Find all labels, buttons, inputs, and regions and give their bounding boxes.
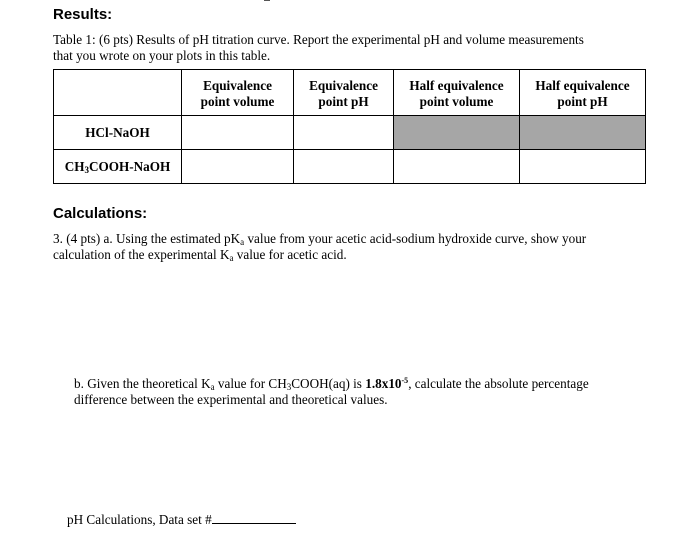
cell-acetic-equivalence-volume[interactable]	[182, 150, 294, 184]
row-label-part: COOH-NaOH	[88, 158, 171, 174]
q3b-text: COOH(aq) is	[291, 376, 366, 391]
row-label-acetic-naoh	[54, 150, 182, 184]
q3b-subscript: a	[210, 382, 215, 392]
header-line: Equivalence	[309, 78, 378, 93]
cell-hcl-equivalence-ph[interactable]	[294, 116, 394, 150]
q3b-text: b. Given the theoretical K	[74, 376, 211, 391]
q3a-text: calculation of the experimental K	[53, 247, 230, 262]
question-3b-line-1	[74, 376, 684, 392]
calculations-heading: Calculations:	[53, 205, 148, 222]
q3a-text: value from your acetic acid-sodium hydroxide curve, show your	[244, 231, 587, 246]
table-caption	[53, 32, 673, 64]
cell-acetic-equivalence-ph[interactable]	[294, 150, 394, 184]
table-header-row	[54, 70, 646, 116]
header-line: Half equivalence	[409, 78, 504, 93]
q3b-text: , calculate the absolute percentage	[408, 376, 589, 391]
header-equivalence-volume	[182, 70, 294, 116]
table-row-acetic-naoh	[54, 150, 646, 184]
data-set-number-blank[interactable]	[212, 511, 296, 524]
header-line: point pH	[557, 94, 608, 109]
question-3a-line-1	[53, 231, 673, 247]
q3a-subscript: a	[240, 237, 245, 247]
table-header-corner	[54, 70, 182, 116]
q3b-subscript: 3	[286, 382, 292, 392]
theoretical-ka-value: 1.8x10	[365, 376, 402, 391]
question-3a	[53, 231, 673, 263]
results-table	[53, 69, 646, 184]
row-label-subscript: 3	[84, 164, 89, 175]
header-line: point volume	[419, 94, 494, 109]
results-heading: Results:	[53, 6, 113, 23]
header-line: Equivalence	[203, 78, 272, 93]
theoretical-ka-exponent: -5	[401, 376, 409, 385]
q3a-text: 3. (4 pts) a. Using the estimated pK	[53, 231, 241, 246]
table-row-hcl-naoh	[54, 116, 646, 150]
row-label-part: CH	[64, 158, 85, 174]
header-half-equivalence-ph	[520, 70, 646, 116]
q3a-text: value for acetic acid.	[233, 247, 347, 262]
header-line: point pH	[318, 94, 369, 109]
ph-calculations-line	[67, 511, 296, 528]
header-equivalence-ph	[294, 70, 394, 116]
question-3b-line-2: difference between the experimental and theoretical values.	[74, 392, 388, 407]
question-3a-line-2	[53, 247, 673, 263]
table-caption-line-2: that you wrote on your plots in this table.	[53, 48, 271, 63]
cell-hcl-half-equivalence-volume-shaded	[394, 116, 520, 150]
cell-acetic-half-equivalence-volume[interactable]	[394, 150, 520, 184]
ph-calculations-label: pH Calculations, Data set #	[67, 512, 212, 527]
q3b-text: value for CH	[214, 376, 287, 391]
q3a-subscript: a	[229, 253, 234, 263]
table-caption-line-1: Table 1: (6 pts) Results of pH titration curve. Report the experimental pH and volume measurements	[53, 32, 584, 47]
header-half-equivalence-volume	[394, 70, 520, 116]
cell-hcl-equivalence-volume[interactable]	[182, 116, 294, 150]
cell-hcl-half-equivalence-ph-shaded	[520, 116, 646, 150]
top-edge-fragment	[0, 0, 700, 3]
header-line: point volume	[200, 94, 275, 109]
question-3b	[74, 376, 684, 408]
cell-acetic-half-equivalence-ph[interactable]	[520, 150, 646, 184]
header-line: Half equivalence	[535, 78, 630, 93]
row-label-hcl-naoh: HCl-NaOH	[54, 116, 182, 150]
